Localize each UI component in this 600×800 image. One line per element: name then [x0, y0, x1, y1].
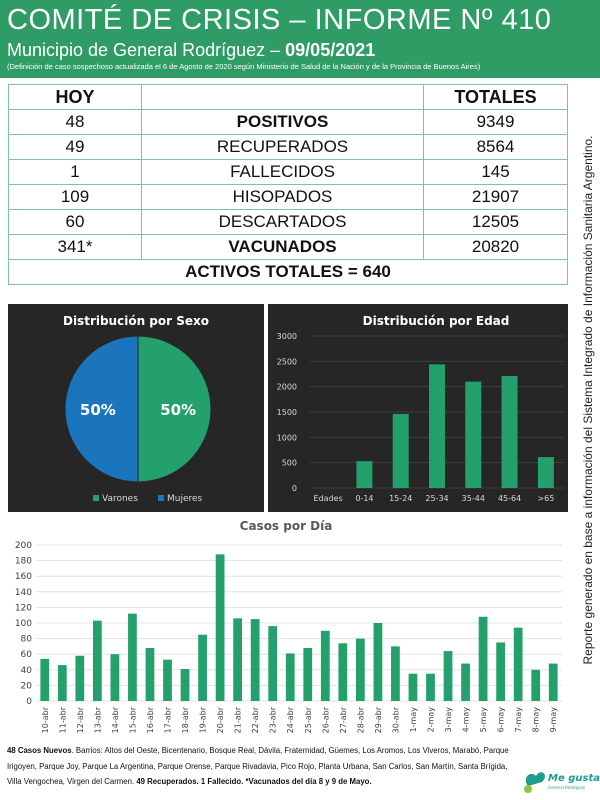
today-value: 341* — [9, 235, 142, 260]
day-x-tick: 4-may — [461, 707, 471, 733]
legend-swatch — [93, 495, 99, 501]
age-y-tick: 500 — [281, 458, 297, 468]
heart-icon — [526, 772, 545, 786]
age-y-tick: 2000 — [276, 382, 297, 392]
day-bar-17-abr — [163, 660, 172, 701]
day-x-tick: 23-abr — [268, 707, 278, 734]
day-x-tick: 21-abr — [233, 707, 243, 734]
total-value: 9349 — [424, 110, 568, 135]
age-y-tick: 3000 — [276, 332, 297, 341]
day-x-tick: 22-abr — [251, 707, 261, 734]
day-x-tick: 27-abr — [338, 707, 348, 734]
day-bar-3-may — [444, 651, 453, 701]
day-x-tick: 5-may — [479, 707, 489, 733]
day-bar-5-may — [479, 617, 488, 701]
day-x-tick: 28-abr — [356, 707, 366, 734]
day-bar-28-abr — [356, 639, 365, 701]
day-x-tick: 2-may — [426, 707, 436, 733]
summary-table — [8, 84, 568, 285]
age-x-tick: 0-14 — [355, 494, 374, 503]
day-y-tick: 120 — [14, 603, 32, 614]
summary-header-row — [9, 85, 568, 110]
day-bar-11-abr — [58, 665, 67, 701]
report-date: 09/05/2021 — [285, 40, 376, 60]
day-y-tick: 160 — [14, 572, 32, 583]
legend-label-varones: Varones — [102, 494, 138, 504]
day-y-tick: 20 — [20, 681, 32, 692]
summary-row-recuperados — [9, 135, 568, 160]
source-note: Reporte generado en base a información del Sistema Integrado de Información Sanitaria Argentino. — [581, 135, 595, 665]
leaf-icon — [524, 785, 532, 793]
day-bar-19-abr — [198, 635, 207, 701]
age-axis-label: Edades — [313, 494, 343, 503]
definition-note: (Definición de caso sospechoso actualizada el 6 de Agosto de 2020 según Ministerio de Salud de la Nación y de la Provincia de Buenos Aires) — [7, 62, 481, 71]
day-bar-16-abr — [146, 648, 155, 701]
day-x-tick: 6-may — [496, 707, 506, 733]
row-label: FALLECIDOS — [142, 160, 424, 185]
today-value: 1 — [9, 160, 142, 185]
day-bar-21-abr — [233, 618, 242, 701]
day-y-tick: 100 — [14, 619, 32, 629]
day-y-tick: 200 — [14, 541, 32, 551]
row-label: RECUPERADOS — [142, 135, 424, 160]
today-value: 49 — [9, 135, 142, 160]
row-label: POSITIVOS — [142, 110, 424, 135]
municipality-label: Municipio de General Rodríguez – — [7, 40, 286, 60]
day-x-tick: 13-abr — [93, 707, 103, 734]
day-x-tick: 7-may — [514, 707, 524, 733]
day-x-tick: 9-may — [549, 707, 559, 733]
label-header — [142, 85, 424, 110]
day-bar-15-abr — [128, 614, 137, 701]
day-y-tick: 0 — [26, 697, 32, 707]
age-x-tick: 35-44 — [461, 494, 485, 503]
me-gusta-logo — [518, 764, 600, 798]
active-total: ACTIVOS TOTALES = 640 — [9, 260, 568, 285]
summary-row-activos — [9, 260, 568, 285]
age-x-tick: 25-34 — [425, 494, 449, 503]
day-bar-30-abr — [391, 646, 400, 701]
age-bar-chart — [268, 304, 568, 512]
day-x-tick: 17-abr — [163, 707, 173, 734]
day-bar-7-may — [514, 628, 523, 701]
day-bar-25-abr — [303, 648, 312, 701]
day-bar-18-abr — [181, 669, 190, 701]
age-distribution-panel — [268, 304, 568, 512]
row-label: HISOPADOS — [142, 185, 424, 210]
day-x-tick: 14-abr — [110, 707, 120, 734]
report-title: COMITÉ DE CRISIS – INFORME Nº 410 — [7, 4, 552, 36]
day-bar-14-abr — [111, 654, 120, 701]
day-bar-24-abr — [286, 653, 295, 701]
neighborhoods-list: . Barrios: Altos del Oeste, Bicentenario, Bosque Real, Dávila, Fraternidad, Güemes, Los Aromos, Los Viveros, Marabó, Parque Irigoyen, Parque Joy, Parque La Argentina, Parque Orense, Parque Rivadavia, Pico Rojo, Planta Urbana, San Carlos, San Martín, Santa Brígida, Villa Vengochea, Virgen del Carmen. — [7, 746, 509, 786]
sex-distribution-panel — [8, 304, 264, 512]
day-bar-1-may — [409, 674, 418, 701]
summary-row-hisopados — [9, 185, 568, 210]
total-value: 21907 — [424, 185, 568, 210]
summary-row-positivos — [9, 110, 568, 135]
daily-cases-chart — [0, 515, 570, 737]
day-bar-26-abr — [321, 631, 330, 701]
age-bar-45-64 — [502, 376, 518, 488]
sex-pie-chart — [8, 304, 264, 512]
daily-chart-title: Casos por Día — [239, 519, 333, 533]
logo-text: Me gusta — [548, 773, 600, 784]
day-x-tick: 24-abr — [286, 707, 296, 734]
logo-subtext: General Rodríguez — [548, 785, 586, 790]
day-bar-22-abr — [251, 619, 260, 701]
day-x-tick: 1-may — [408, 707, 418, 733]
legend-label-mujeres: Mujeres — [167, 494, 203, 504]
age-y-tick: 1500 — [276, 408, 297, 417]
day-x-tick: 16-abr — [145, 707, 155, 734]
age-y-tick: 0 — [291, 484, 297, 493]
day-bar-23-abr — [268, 626, 277, 701]
report-subtitle — [7, 40, 375, 61]
day-x-tick: 30-abr — [391, 707, 401, 734]
today-header: HOY — [9, 85, 142, 110]
day-bar-13-abr — [93, 621, 102, 701]
day-x-tick: 8-may — [531, 707, 541, 733]
new-cases-count: 48 Casos Nuevos — [7, 746, 72, 755]
row-label: VACUNADOS — [142, 235, 424, 260]
day-bar-6-may — [496, 643, 505, 702]
today-value: 109 — [9, 185, 142, 210]
day-bar-20-abr — [216, 554, 225, 701]
today-value: 48 — [9, 110, 142, 135]
day-y-tick: 40 — [20, 665, 32, 676]
age-y-tick: 1000 — [276, 433, 297, 443]
day-x-tick: 10-abr — [40, 707, 50, 734]
totals-header: TOTALES — [424, 85, 568, 110]
day-x-tick: 18-abr — [181, 707, 191, 734]
summary-row-vacunados — [9, 235, 568, 260]
age-bar-15-24 — [393, 414, 409, 488]
day-y-tick: 180 — [14, 556, 32, 567]
day-x-tick: 25-abr — [303, 707, 313, 734]
pie-data-label: 50% — [160, 401, 197, 419]
age-bar-0-14 — [356, 461, 372, 488]
total-value: 20820 — [424, 235, 568, 260]
day-y-tick: 60 — [20, 650, 32, 661]
row-label: DESCARTADOS — [142, 210, 424, 235]
day-x-tick: 26-abr — [321, 707, 331, 734]
day-bar-27-abr — [338, 643, 347, 701]
day-x-tick: 19-abr — [198, 707, 208, 734]
pie-title: Distribución por Sexo — [62, 314, 210, 328]
legend-swatch — [158, 495, 164, 501]
day-x-tick: 3-may — [444, 707, 454, 733]
report-header — [0, 0, 600, 78]
total-value: 145 — [424, 160, 568, 185]
day-bar-2-may — [426, 674, 435, 701]
day-bar-9-may — [549, 664, 558, 701]
day-x-tick: 20-abr — [216, 707, 226, 734]
day-bar-29-abr — [374, 623, 383, 701]
day-x-tick: 29-abr — [373, 707, 383, 734]
day-bar-10-abr — [40, 659, 49, 701]
age-bar->65 — [538, 457, 554, 488]
age-y-tick: 2500 — [276, 357, 297, 367]
age-x-tick: 15-24 — [389, 494, 413, 503]
total-value: 8564 — [424, 135, 568, 160]
summary-row-fallecidos — [9, 160, 568, 185]
footer-notes — [7, 743, 512, 790]
summary-row-descartados — [9, 210, 568, 235]
day-x-tick: 15-abr — [128, 707, 138, 734]
pie-data-label: 50% — [79, 401, 116, 419]
total-value: 12505 — [424, 210, 568, 235]
day-bar-12-abr — [75, 656, 84, 701]
day-bar-8-may — [531, 670, 540, 701]
recovered-summary: 49 Recuperados. 1 Fallecido. *Vacunados del día 8 y 9 de Mayo. — [136, 777, 372, 786]
day-bar-4-may — [461, 664, 470, 701]
age-x-tick: >65 — [537, 494, 555, 503]
day-x-tick: 11-abr — [58, 707, 68, 734]
day-y-tick: 80 — [20, 634, 32, 645]
today-value: 60 — [9, 210, 142, 235]
day-y-tick: 140 — [14, 587, 32, 598]
day-x-tick: 12-abr — [75, 707, 85, 734]
age-chart-title: Distribución por Edad — [362, 314, 510, 328]
age-bar-35-44 — [465, 382, 481, 488]
age-x-tick: 45-64 — [497, 494, 522, 503]
age-bar-25-34 — [429, 364, 445, 488]
